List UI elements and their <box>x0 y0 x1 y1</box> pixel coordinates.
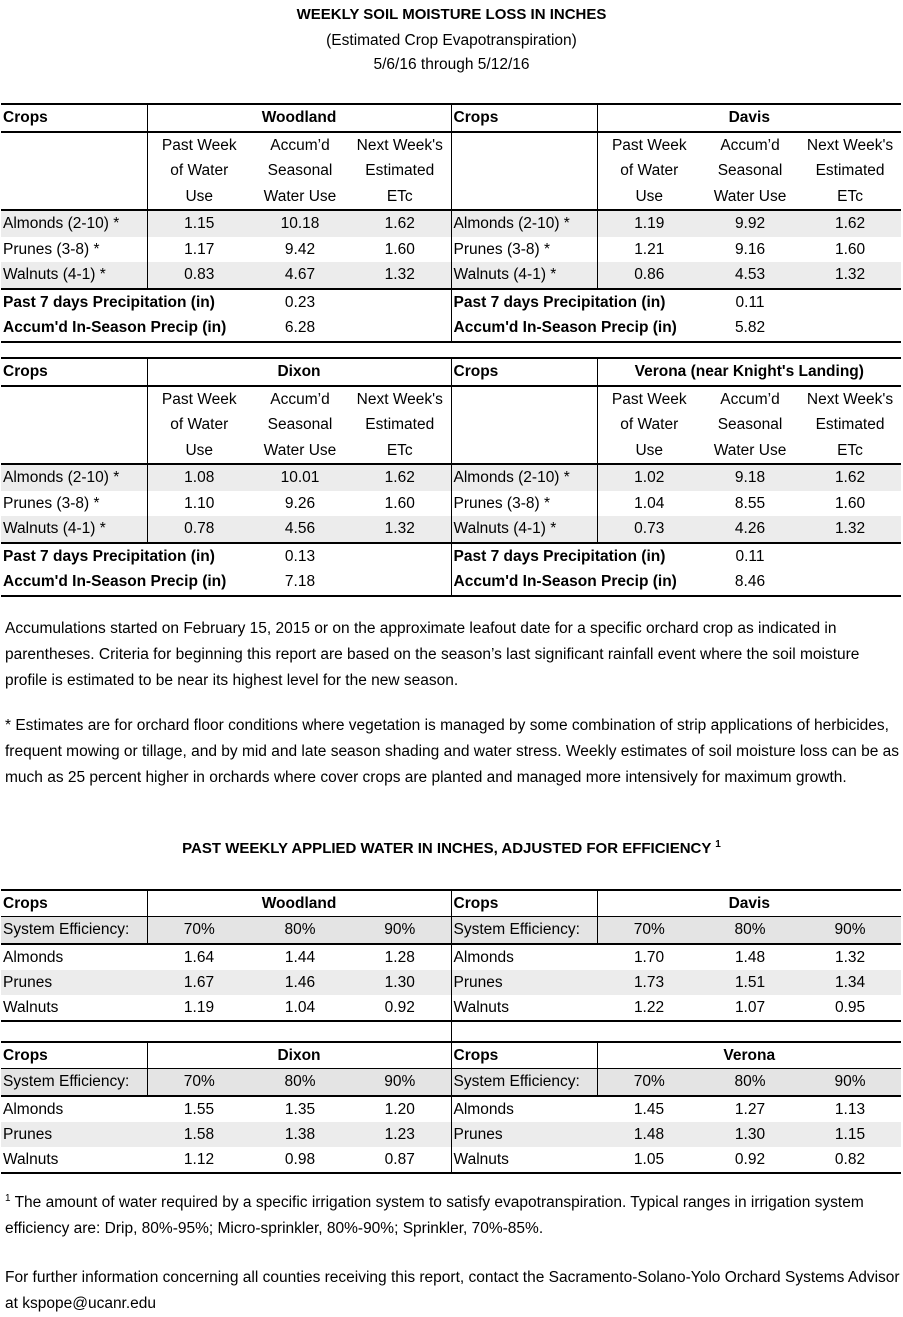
et-column-header-row <box>1 132 901 159</box>
column-header: Accum’d <box>720 390 780 408</box>
accumulations-note: Accumulations started on February 15, 2015 or on the approximate leafout date for a specific orchard crop as indicated in parentheses. Criteria for beginning this report are based on the season’s last significant rainfall event where the soil moisture profile is estimated to be near its highest level for the new season. <box>5 620 860 689</box>
contact-note: For further information concerning all counties receiving this report, contact the Sacramento-Solano-Yolo Orchard Systems Advisor at kspope@ucanr.edu <box>5 1269 900 1312</box>
accum-value: 4.67 <box>251 262 349 289</box>
precip-7day-label: Past 7 days Precipitation (in) <box>3 293 215 311</box>
applied-value: 1.15 <box>799 1122 901 1147</box>
applied-value: 1.34 <box>799 970 901 995</box>
applied-table-bottom <box>1 1041 901 1174</box>
applied-value: 1.35 <box>284 1100 316 1118</box>
applied-value: 0.92 <box>701 1147 799 1173</box>
precip-season-row <box>1 569 901 596</box>
blank-cell <box>349 569 451 596</box>
crop-name: Prunes (3-8) * <box>1 237 147 263</box>
next-week-value: 1.60 <box>834 240 866 258</box>
precip-season-label: Accum'd In-Season Precip (in) <box>451 569 701 596</box>
column-header: Accum’d <box>720 136 780 154</box>
past-week-value: 0.83 <box>147 262 251 289</box>
precip-7day-value: 0.11 <box>735 293 765 311</box>
precip-7day-value: 0.11 <box>735 547 765 565</box>
column-header: Next Week's <box>356 136 443 154</box>
accum-value: 9.26 <box>284 494 316 512</box>
date-range: 5/6/16 through 5/12/16 <box>373 56 530 73</box>
past-week-value: 1.21 <box>634 240 665 258</box>
et-column-header-row <box>1 412 901 438</box>
footnote: $^1$ The amount of water required by a specific irrigation system to satisfy evapotranspiration. Typical ranges in irrigation system efficiency are: Drip, 80%-95%; Micro-sprinkler, 80%-90%; Sprinkler, 70%-85%. <box>5 1192 864 1237</box>
applied-data-row <box>1 1096 901 1122</box>
crop-name: Prunes (3-8) * <box>451 491 597 517</box>
et-data-row <box>1 464 901 491</box>
column-header: Estimated <box>815 162 885 179</box>
precip-7day-label: Past 7 days Precipitation (in) <box>451 543 701 570</box>
location-header: Verona <box>597 1042 901 1069</box>
past-week-value: 1.08 <box>147 464 251 491</box>
column-header: Past Week <box>611 390 687 408</box>
applied-value: 1.48 <box>597 1122 701 1147</box>
efficiency-label: System Efficiency: <box>1 917 147 944</box>
column-header: Water Use <box>251 184 349 211</box>
crop-name: Prunes <box>451 970 597 995</box>
applied-value: 1.20 <box>384 1100 415 1118</box>
column-header: of Water <box>620 416 679 433</box>
applied-value: 1.55 <box>183 1100 215 1118</box>
applied-value: 1.12 <box>147 1147 251 1173</box>
precip-7day-row <box>1 289 901 316</box>
location-header: Dixon <box>147 1042 451 1069</box>
column-header: Next Week's <box>806 136 894 154</box>
blank-cell <box>349 315 451 342</box>
et-data-row <box>1 237 901 263</box>
crops-header: Crops <box>451 1042 597 1069</box>
precip-season-value: 7.18 <box>251 569 349 596</box>
blank-cell <box>451 184 597 211</box>
next-week-value: 1.32 <box>349 516 451 543</box>
efficiency-label: System Efficiency: <box>1 1069 147 1096</box>
applied-header-row <box>1 1042 901 1069</box>
precip-season-label: Accum'd In-Season Precip (in) <box>451 315 701 342</box>
blank-cell <box>451 158 597 184</box>
applied-value: 1.58 <box>147 1122 251 1147</box>
efficiency-level: 70% <box>147 1069 251 1096</box>
crop-name: Prunes <box>1 970 147 995</box>
blank-cell <box>1 132 147 159</box>
applied-value: 1.19 <box>147 995 251 1021</box>
et-column-header-row <box>1 158 901 184</box>
crop-name: Almonds <box>3 1100 64 1118</box>
et-data-row <box>1 516 901 543</box>
applied-table-top <box>1 889 901 1047</box>
column-header: Estimated <box>365 416 435 433</box>
applied-value: 1.45 <box>633 1100 665 1118</box>
efficiency-label: System Efficiency: <box>451 1069 597 1096</box>
crops-header: Crops <box>1 104 147 132</box>
blank-cell <box>349 543 451 570</box>
efficiency-row <box>1 917 901 944</box>
applied-value: 1.28 <box>384 948 415 966</box>
column-header: ETc <box>799 184 901 211</box>
next-week-value: 1.62 <box>349 210 451 237</box>
precip-season-label: Accum'd In-Season Precip (in) <box>1 315 251 342</box>
location-header: Woodland <box>147 890 451 917</box>
crop-name: Walnuts <box>451 1147 597 1173</box>
crop-name: Walnuts (4-1) * <box>1 516 147 543</box>
applied-data-row <box>1 1147 901 1173</box>
efficiency-level: 80% <box>251 917 349 944</box>
applied-value: 0.82 <box>799 1147 901 1173</box>
applied-data-row <box>1 995 901 1021</box>
applied-value: 1.07 <box>701 995 799 1021</box>
applied-value: 1.30 <box>349 970 451 995</box>
applied-value: 0.87 <box>349 1147 451 1173</box>
precip-7day-value: 0.23 <box>284 293 316 311</box>
crop-name: Almonds (2-10) * <box>451 210 597 237</box>
efficiency-row <box>1 1069 901 1096</box>
blank-cell <box>1 158 147 184</box>
precip-7day-row <box>1 543 901 570</box>
applied-value: 1.44 <box>284 948 316 966</box>
crop-name: Walnuts <box>1 1147 147 1173</box>
accum-value: 9.92 <box>701 210 799 237</box>
estimates-note: * Estimates are for orchard floor conditions where vegetation is managed by some combination of strip applications of herbicides, frequent mowing or tillage, and by mid and late season shading and water stress. Weekly estimates of soil moisture loss can be as much as 25 percent higher in orchards where cover crops are planted and managed more intensively for maximum growth. <box>5 717 900 786</box>
crops-header: Crops <box>1 890 147 917</box>
efficiency-label: System Efficiency: <box>451 917 597 944</box>
location-header: Verona (near Knight's Landing) <box>597 358 901 386</box>
column-header: Use <box>597 438 701 465</box>
crop-name: Prunes <box>1 1122 147 1147</box>
precip-season-value: 5.82 <box>701 315 799 342</box>
blank-cell <box>349 289 451 316</box>
precip-season-value: 6.28 <box>251 315 349 342</box>
column-header: Seasonal <box>267 416 333 433</box>
precip-7day-value: 0.13 <box>284 547 316 565</box>
et-data-row <box>1 262 901 289</box>
past-week-value: 1.15 <box>147 210 251 237</box>
location-header: Dixon <box>147 358 451 386</box>
accum-value: 4.26 <box>701 516 799 543</box>
crops-header: Crops <box>1 1042 147 1069</box>
precip-7day-label: Past 7 days Precipitation (in) <box>3 547 215 565</box>
crop-name: Almonds (2-10) * <box>451 464 597 491</box>
crops-header: Crops <box>1 358 147 386</box>
crop-name: Walnuts (4-1) * <box>1 262 147 289</box>
blank-cell <box>1 184 147 211</box>
efficiency-level: 90% <box>349 1069 451 1096</box>
efficiency-level: 90% <box>349 917 451 944</box>
past-week-value: 1.04 <box>634 494 665 512</box>
blank-cell <box>451 412 597 438</box>
crop-name: Almonds (2-10) * <box>1 210 147 237</box>
applied-value: 1.67 <box>147 970 251 995</box>
applied-value: 1.05 <box>597 1147 701 1173</box>
column-header: Past Week <box>611 136 687 154</box>
blank-cell <box>799 289 901 316</box>
crop-name: Almonds (2-10) * <box>1 464 147 491</box>
applied-value: 1.51 <box>701 970 799 995</box>
crop-name: Prunes <box>451 1122 597 1147</box>
applied-water-title: PAST WEEKLY APPLIED WATER IN INCHES, ADJUSTED FOR EFFICIENCY $^1$ <box>182 839 721 857</box>
location-header: Davis <box>597 890 901 917</box>
crop-name: Walnuts <box>451 995 597 1021</box>
blank-cell <box>799 543 901 570</box>
column-header: Use <box>147 438 251 465</box>
et-header-row <box>1 104 901 132</box>
applied-value: 1.48 <box>734 948 766 966</box>
column-header: Seasonal <box>717 416 783 433</box>
applied-value: 1.13 <box>834 1100 866 1118</box>
accum-value: 8.55 <box>734 494 766 512</box>
past-week-value: 1.17 <box>184 240 215 258</box>
accum-value: 9.16 <box>734 240 766 258</box>
column-header: Seasonal <box>267 162 333 179</box>
column-header: Accum’d <box>270 136 330 154</box>
crop-name: Prunes (3-8) * <box>1 491 147 517</box>
applied-value: 1.22 <box>597 995 701 1021</box>
efficiency-level: 90% <box>799 917 901 944</box>
column-header: Next Week's <box>806 390 894 408</box>
applied-value: 1.30 <box>701 1122 799 1147</box>
next-week-value: 1.32 <box>799 262 901 289</box>
column-header: ETc <box>349 184 451 211</box>
crop-name: Walnuts (4-1) * <box>451 262 597 289</box>
crops-header: Crops <box>451 104 597 132</box>
blank-cell <box>1 386 147 413</box>
crops-header: Crops <box>451 890 597 917</box>
precip-season-row <box>1 315 901 342</box>
column-header: Past Week <box>161 390 237 408</box>
applied-value: 0.98 <box>251 1147 349 1173</box>
column-header: ETc <box>349 438 451 465</box>
applied-value: 0.95 <box>799 995 901 1021</box>
blank-cell <box>799 569 901 596</box>
column-header: Estimated <box>815 416 885 433</box>
applied-value: 1.73 <box>597 970 701 995</box>
et-column-header-row <box>1 184 901 211</box>
efficiency-level: 70% <box>597 1069 701 1096</box>
applied-value: 1.64 <box>183 948 215 966</box>
applied-value: 1.32 <box>834 948 866 966</box>
crop-name: Almonds <box>451 1096 597 1122</box>
et-table-top <box>1 103 901 343</box>
column-header: Water Use <box>701 184 799 211</box>
column-header: ETc <box>799 438 901 465</box>
applied-value: 1.46 <box>251 970 349 995</box>
crop-name: Walnuts (4-1) * <box>451 516 597 543</box>
next-week-value: 1.60 <box>384 494 415 512</box>
efficiency-level: 70% <box>147 917 251 944</box>
column-header: Use <box>147 184 251 211</box>
et-data-row <box>1 210 901 237</box>
past-week-value: 1.19 <box>597 210 701 237</box>
next-week-value: 1.32 <box>349 262 451 289</box>
location-header: Woodland <box>147 104 451 132</box>
column-header: of Water <box>170 416 229 433</box>
next-week-value: 1.32 <box>799 516 901 543</box>
column-header: of Water <box>170 162 229 179</box>
applied-value: 1.27 <box>734 1100 766 1118</box>
column-header: Water Use <box>701 438 799 465</box>
applied-value: 0.92 <box>349 995 451 1021</box>
blank-cell <box>1 438 147 465</box>
crop-name: Almonds <box>3 948 64 966</box>
crop-name: Prunes (3-8) * <box>451 237 597 263</box>
past-week-value: 1.10 <box>184 494 215 512</box>
applied-header-row <box>1 890 901 917</box>
column-header: Water Use <box>251 438 349 465</box>
accum-value: 10.01 <box>251 464 349 491</box>
efficiency-level: 70% <box>597 917 701 944</box>
page-title: WEEKLY SOIL MOISTURE LOSS IN INCHES <box>296 6 607 23</box>
blank-cell <box>1 412 147 438</box>
footnote-mark: 1 <box>715 839 721 850</box>
accum-value: 10.18 <box>251 210 349 237</box>
past-week-value: 0.86 <box>597 262 701 289</box>
accum-value: 4.56 <box>251 516 349 543</box>
efficiency-level: 80% <box>701 1069 799 1096</box>
blank-cell <box>799 315 901 342</box>
efficiency-level: 90% <box>799 1069 901 1096</box>
et-data-row <box>1 491 901 517</box>
past-week-value: 0.73 <box>597 516 701 543</box>
applied-value: 1.38 <box>251 1122 349 1147</box>
next-week-value: 1.62 <box>799 464 901 491</box>
location-header: Davis <box>597 104 901 132</box>
past-week-value: 1.02 <box>597 464 701 491</box>
crops-header: Crops <box>451 358 597 386</box>
et-table-bottom <box>1 357 901 597</box>
page-subtitle: (Estimated Crop Evapotranspiration) <box>326 32 577 49</box>
column-header: Estimated <box>365 162 435 179</box>
applied-data-row <box>1 1122 901 1147</box>
efficiency-level: 80% <box>701 917 799 944</box>
precip-season-label: Accum'd In-Season Precip (in) <box>1 569 251 596</box>
accum-value: 9.18 <box>701 464 799 491</box>
applied-value: 1.70 <box>633 948 665 966</box>
blank-cell <box>451 132 597 159</box>
et-column-header-row <box>1 438 901 465</box>
column-header: Next Week's <box>356 390 443 408</box>
et-column-header-row <box>1 386 901 413</box>
next-week-value: 1.60 <box>384 240 415 258</box>
accum-value: 4.53 <box>701 262 799 289</box>
efficiency-level: 80% <box>251 1069 349 1096</box>
precip-7day-label: Past 7 days Precipitation (in) <box>451 289 701 316</box>
crop-name: Walnuts <box>1 995 147 1021</box>
next-week-value: 1.62 <box>799 210 901 237</box>
next-week-value: 1.60 <box>834 494 866 512</box>
column-header: Use <box>597 184 701 211</box>
et-header-row <box>1 358 901 386</box>
column-header: Accum’d <box>270 390 330 408</box>
column-header: Past Week <box>161 136 237 154</box>
applied-data-row <box>1 970 901 995</box>
column-header: Seasonal <box>717 162 783 179</box>
next-week-value: 1.62 <box>349 464 451 491</box>
applied-data-row <box>1 944 901 970</box>
column-header: of Water <box>620 162 679 179</box>
past-week-value: 0.78 <box>147 516 251 543</box>
applied-value: 1.23 <box>349 1122 451 1147</box>
blank-cell <box>451 386 597 413</box>
precip-season-value: 8.46 <box>701 569 799 596</box>
blank-cell <box>451 438 597 465</box>
crop-name: Almonds <box>451 944 597 970</box>
accum-value: 9.42 <box>284 240 316 258</box>
applied-value: 1.04 <box>251 995 349 1021</box>
